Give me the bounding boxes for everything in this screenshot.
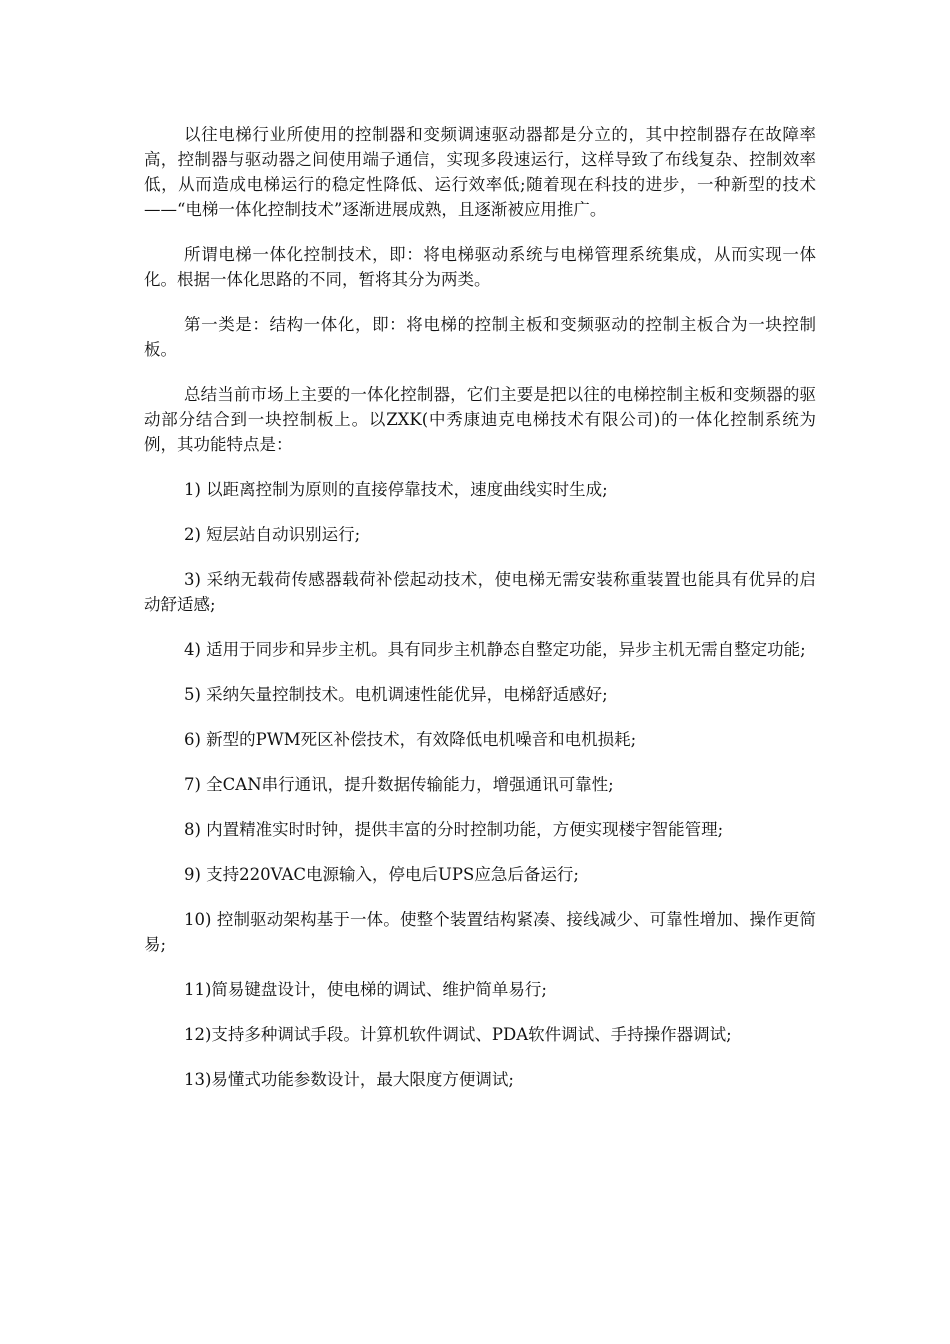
list-item-12: 12)支持多种调试手段。计算机软件调试、PDA软件调试、手持操作器调试;: [184, 1025, 732, 1044]
paragraph-summary: 总结当前市场上主要的一体化控制器，它们主要是把以往的电梯控制主板和变频器的驱动部分结合到一块控制板上。以ZXK(中秀康迪克电梯技术有限公司)的一体化控制系统为例，其功能特点是：: [144, 385, 816, 454]
list-item-3: 3) 采纳无载荷传感器载荷补偿起动技术，使电梯无需安装称重装置也能具有优异的启动舒适感;: [144, 570, 816, 614]
list-item-7: 7) 全CAN串行通讯，提升数据传输能力，增强通讯可靠性;: [184, 775, 614, 794]
paragraph-category-one: 第一类是：结构一体化，即：将电梯的控制主板和变频驱动的控制主板合为一块控制板。: [144, 315, 816, 359]
list-item-5: 5) 采纳矢量控制技术。电机调速性能优异，电梯舒适感好;: [184, 685, 608, 704]
list-item-8: 8) 内置精准实时时钟，提供丰富的分时控制功能，方便实现楼宇智能管理;: [184, 820, 724, 839]
paragraph-intro: 以往电梯行业所使用的控制器和变频调速驱动器都是分立的，其中控制器存在故障率高，控制器与驱动器之间使用端子通信，实现多段速运行，这样导致了布线复杂、控制效率低，从而造成电梯运行的稳定性降低、运行效率低;随着现在科技的进步，一种新型的技术——“电梯一体化控制技术”逐渐进展成熟，且逐渐被应用推广。: [144, 125, 816, 219]
list-item-10: 10) 控制驱动架构基于一体。使整个装置结构紧凑、接线减少、可靠性增加、操作更简易;: [144, 910, 816, 954]
list-item-2: 2) 短层站自动识别运行;: [184, 525, 361, 544]
list-item-6: 6) 新型的PWM死区补偿技术，有效降低电机噪音和电机损耗;: [184, 730, 637, 749]
list-item-4: 4) 适用于同步和异步主机。具有同步主机静态自整定功能，异步主机无需自整定功能;: [184, 640, 806, 659]
paragraph-definition: 所谓电梯一体化控制技术，即：将电梯驱动系统与电梯管理系统集成，从而实现一体化。根据一体化思路的不同，暂将其分为两类。: [144, 245, 816, 289]
document-page: [144, 122, 816, 1112]
list-item-9: 9) 支持220VAC电源输入，停电后UPS应急后备运行;: [184, 865, 579, 884]
list-item-11: 11)简易键盘设计，使电梯的调试、维护简单易行;: [184, 980, 547, 999]
list-item-1: 1) 以距离控制为原则的直接停靠技术，速度曲线实时生成;: [184, 480, 608, 499]
list-item-13: 13)易懂式功能参数设计，最大限度方便调试;: [184, 1070, 514, 1089]
